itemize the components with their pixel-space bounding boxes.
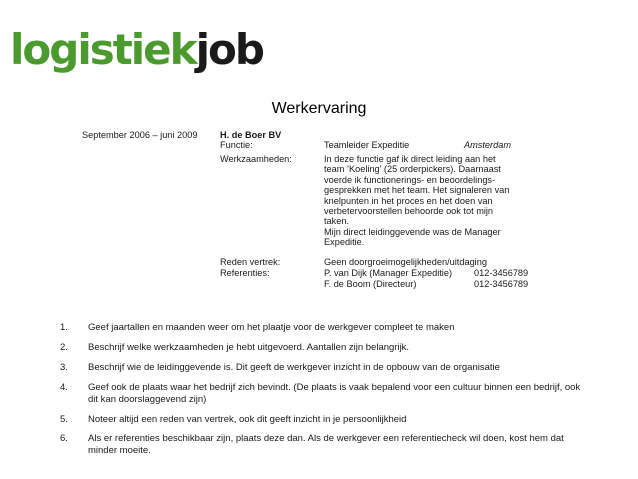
reference-name: F. de Boom (Directeur) [324,279,417,289]
function-value: Teamleider Expeditie [324,140,410,151]
company-name: H. de Boer BV [220,130,282,140]
instruction-number: 3. [60,362,68,373]
instruction-text: Beschrijf wie de leidinggevende is. Dit geeft de werkgever inzicht in de opbouw van de organisatie [88,362,500,373]
tasks-label: Werkzaamheden: [220,154,292,164]
reference-phone: 012-3456789 [474,279,529,289]
employment-period: September 2006 – juni 2009 [82,130,198,140]
reason-label: Reden vertrek: [220,257,281,267]
instruction-text: Als er referenties beschikbaar zijn, plaats deze dan. Als de werkgever een referentiecheck wil doen, kost hem dat minder moeite. [88,433,564,456]
instruction-number: 5. [60,414,68,425]
slide-title: Werkervaring [271,100,367,117]
instruction-text: Geef ook de plaats waar het bedrijf zich bevindt. (De plaats is vaak bepalend voor een cultuur binnen een bedrijf, ook dit kan doorslaggevend zijn) [88,382,581,405]
instruction-text: Beschrijf welke werkzaamheden je hebt uitgevoerd. Aantallen zijn belangrijk. [88,342,410,353]
reference-phone: 012-3456789 [474,268,529,278]
references-label: Referenties: [220,268,270,278]
instruction-number: 4. [60,382,68,393]
function-label: Functie: [220,140,253,151]
instruction-number: 2. [60,342,68,353]
tasks-description: In deze functie gaf ik direct leiding aan het team ‘Koeling’ (25 orderpickers). Daarnaast voerde ik functionerings- en beoordelings- gesprekken met het team. Het signaleren van knelpunten in het proces en het doen van verbetervoorstellen behoorde ook tot mijn taken. Mijn direct leidinggevende was de Manager Expeditie. [324,154,510,248]
instruction-text: Geef jaartallen en maanden weer om het plaatje voor de werkgever compleet te maken [88,322,455,333]
instruction-number: 1. [60,322,68,333]
logo-part-job: job [195,25,263,74]
logistiekjob-logo [10,24,263,76]
job-location: Amsterdam [464,140,511,151]
reference-name: P. van Dijk (Manager Expeditie) [324,268,453,278]
reason-value: Geen doorgroeimogelijkheden/uitdaging [324,257,487,267]
logo-part-logistiek: logistiek [10,25,196,74]
instruction-number: 6. [60,433,68,444]
instruction-text: Noteer altijd een reden van vertrek, ook dit geeft inzicht in je persoonlijkheid [88,414,407,425]
